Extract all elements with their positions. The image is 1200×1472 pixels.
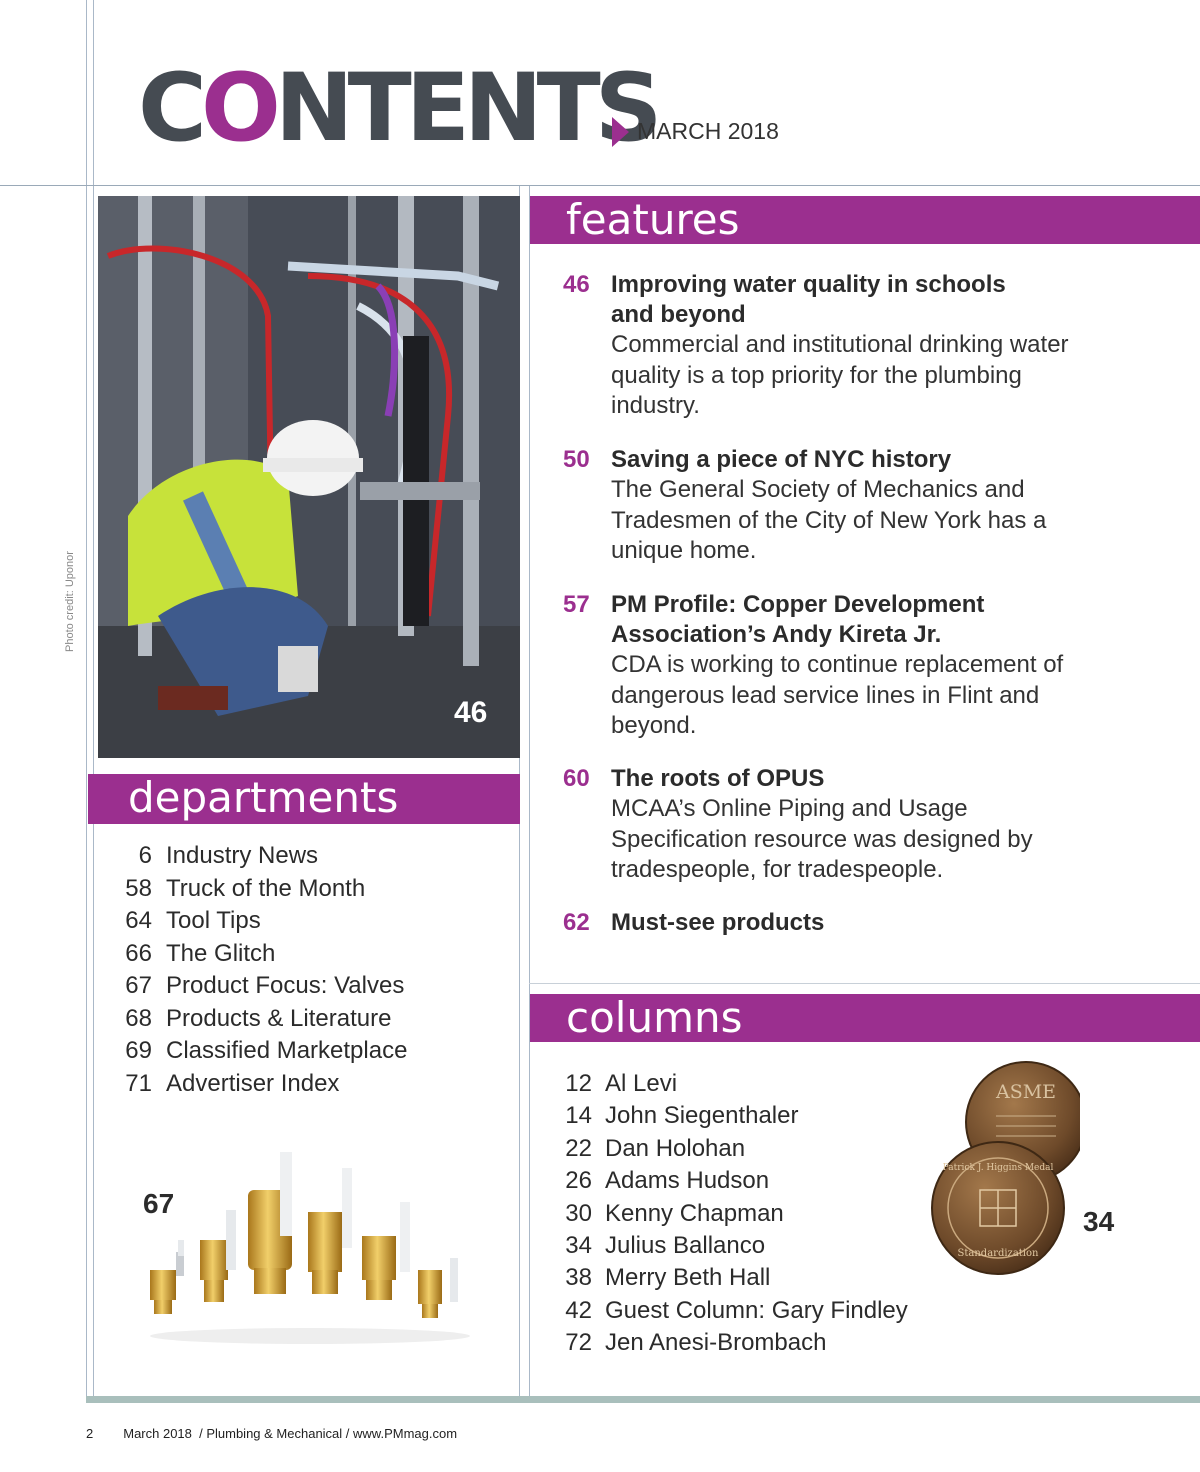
list-item[interactable]: 69 Classified Marketplace [125,1037,408,1064]
medal-name-text: Patrick J. Higgins Medal [942,1163,1054,1173]
section-divider [529,983,1200,984]
feature-page: 50 [563,446,590,473]
list-item[interactable]: 64 Tool Tips [125,907,261,934]
feature-item[interactable] [563,908,1123,938]
feature-page: 46 [563,271,590,298]
list-item[interactable]: 12 Al Levi [565,1070,678,1097]
feature-description: The General Society of Mechanics and Tradesmen of the City of New York has a unique home. [611,476,1047,564]
arrow-icon [612,117,629,147]
features-heading: features [530,196,1200,244]
feature-page: 60 [563,765,590,792]
feature-item[interactable] [563,270,1123,422]
list-item[interactable]: 6 Industry News [138,842,319,869]
feature-title: Saving a piece of NYC history [611,446,952,473]
feature-item[interactable] [563,590,1123,742]
feature-description: CDA is working to continue replacement of dangerous lead service lines in Flint and beyond. [611,651,1064,739]
guide-line-left-inner [93,0,94,1400]
plumber-photo-illustration [98,196,520,758]
header-rule [0,185,1200,186]
footer-text: March 2018 / Plumbing & Mechanical / www.PMmag.com [123,1426,458,1441]
guide-line-left-outer [86,0,87,1400]
list-item[interactable]: 42 Guest Column: Gary Findley [565,1296,908,1324]
photo-page-number: 46 [454,696,488,729]
list-item[interactable]: 58 Truck of the Month [125,874,366,902]
columns-list [555,1068,975,1360]
feature-page: 62 [563,909,590,936]
list-item[interactable]: 66 The Glitch [125,939,276,967]
list-item[interactable]: 72 Jen Anesi-Brombach [565,1329,827,1357]
feature-title: Must-see products [611,909,825,936]
bottom-rule [86,1396,1200,1403]
feature-title: The roots of OPUS [611,765,825,792]
issue-date: MARCH 2018 [637,118,779,144]
medal-standard-text: Standardization [957,1248,1039,1259]
columns-heading: columns [530,994,1200,1042]
valves-page-number: 67 [143,1188,175,1219]
list-item[interactable]: 71 Advertiser Index [125,1069,340,1097]
list-item[interactable]: 22 Dan Holohan [565,1134,746,1162]
footer [86,1426,457,1441]
guide-line-middle-right [529,186,530,1396]
feature-title: PM Profile: Copper Development Association’s Andy Kireta Jr. [611,591,985,648]
footer-page-number: 2 [86,1426,94,1441]
medal-page-number: 34 [1083,1206,1115,1237]
feature-photo [98,196,520,758]
feature-description: Commercial and institutional drinking water quality is a top priority for the plumbing industry. [611,331,1069,419]
list-item[interactable]: 14 John Siegenthaler [565,1102,799,1130]
valves-photo [140,1140,480,1350]
list-item[interactable]: 26 Adams Hudson [565,1167,770,1195]
medal-illustration [930,1058,1080,1288]
list-item[interactable]: 67 Product Focus: Valves [125,972,405,999]
feature-page: 57 [563,591,590,618]
list-item[interactable]: 30 Kenny Chapman [565,1199,784,1227]
feature-item[interactable] [563,764,1123,886]
feature-title: Improving water quality in schools and beyond [611,271,1006,328]
departments-heading: departments [88,774,520,824]
medal-photo [930,1058,1080,1288]
photo-credit: Photo credit: Uponor [64,551,76,652]
list-item[interactable]: 68 Products & Literature [125,1004,392,1032]
page-title: CONTENTS [138,54,657,163]
feature-description: MCAA’s Online Piping and Usage Specification resource was designed by tradespeople, for tradespeople. [611,795,1033,883]
medal-asme-text: ASME [995,1081,1057,1103]
title-accent-letter: O [201,54,275,163]
valves-illustration [140,1140,480,1350]
list-item[interactable]: 38 Merry Beth Hall [565,1264,771,1292]
list-item[interactable]: 34 Julius Ballanco [565,1232,766,1260]
feature-item[interactable] [563,445,1123,567]
departments-list [100,840,500,1100]
